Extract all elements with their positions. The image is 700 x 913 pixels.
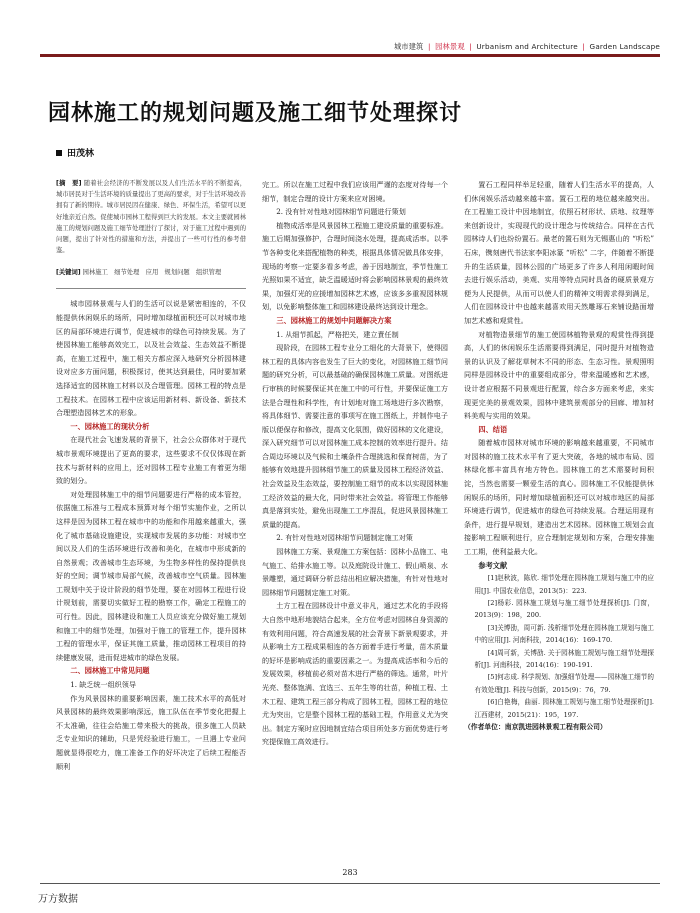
- footer-rule: [40, 883, 660, 884]
- keywords: [56, 267, 246, 278]
- body-paragraph: 完工。所以在施工过程中我们应该用严谨的态度对待每一个细节，制定合理的设计方案来应对困境。: [262, 180, 448, 203]
- reference-item: [2]杨彩. 园林施工规划与施工细节处理探析[J]. 门窗，2013(9)：198，200.: [474, 599, 654, 620]
- body-paragraph: 城市园林景观与人们的生活可以说是紧密相连的，不仅能提供休闲娱乐的场所，同时增加绿植面积还可以对城市地区的局部环境进行调节，促进城市的绿色可持续发展。为了使园林施工能够高效完工，以及社会效益、生态效益不断提高，在施工过程中，施工相关方都应深入地研究分析园林建设对应多方面问题，积极探讨，使其达到最佳，同时要加紧选择适宜的园林施工材料以及合理管理。园林工程的特点是工程技术。在园林工程中应该运用新材料、新设备、新技术合理塑造园林艺术的形象。: [56, 299, 246, 418]
- subsection-heading: 2. 有针对性地对园林细节问题制定施工对策: [276, 533, 413, 543]
- author-name: 田茂林: [67, 149, 95, 159]
- square-bullet-icon: [56, 150, 62, 156]
- abstract: [56, 178, 246, 256]
- column-3: [464, 178, 654, 734]
- header-rule: [40, 54, 660, 57]
- reference-item: [5]何志成. 科学规划、加强细节处理——园林施工细节的有效处理[J]. 科技与创新，2015(9)：76，79.: [474, 673, 654, 694]
- subsection-heading: 1. 缺乏统一组织领导: [70, 680, 136, 690]
- running-header: [394, 42, 660, 52]
- section-heading: 四、结语: [478, 424, 508, 434]
- wanfang-logo: 万方数据: [38, 894, 78, 905]
- body-paragraph: 植物成活率是风景园林工程施工建设质量的重要标准。施工后期加强修护，合理时间浇水处理，提高成活率。以季节各种变化来搭配植物的种类，根据具体情况做具体安排，现场的考察一定要多看多考虑，善于因地制宜，季节性施工光照如果不适宜，缺乏温暖适时将会影响园林景观的最终效果，加强灯光的应援增加园林艺术感，应该多多重视园林规划，以免影响整体施工和园林建设最终达到设计理念。: [262, 220, 448, 312]
- column-1: [56, 178, 246, 773]
- reference-item: [1]赵秋波，陈欣. 细节处理在园林施工规划与施工中的应用[J]. 中国农业信息，2013(5)：223.: [474, 574, 654, 595]
- author-affiliation: （作者单位：南京凯进园林景观工程有限公司）: [464, 723, 607, 732]
- header-section-cn: 城市建筑: [393, 42, 424, 51]
- abstract-divider: [56, 288, 246, 289]
- keywords-label: [关键词]: [56, 269, 81, 277]
- reference-item: [3]关博劭，周可新. 浅析细节处理在园林施工规划与施工中的应用[J]. 河南科技，2014(16)：169-170.: [474, 623, 654, 645]
- body-paragraph: 作为风景园林的重要影响因素，施工技术水平的高低对风景园林的最终效果影响深远，施工队伍在季节变化把握上不太准确，往往会给施工带来极大的挑战，很多施工人员缺乏专业知识的辅助，只是凭经验进行施工，一旦遇上专业问题就显得很吃力，施工准备工作的好坏决定了后续工程能否顺利: [56, 693, 246, 771]
- body-paragraph: 园林施工方案、景观施工方案包括：园林小品施工、电气施工、给排水施工等。以及庭院设计施工、假山喷泉、水景雕塑，通过调研分析总结出相应解决措施，有针对性地对园林细节问题制定施工对策。: [262, 547, 448, 597]
- header-separator: |: [582, 42, 586, 51]
- header-subsection-cn: 园林景观: [435, 42, 465, 51]
- page-number: 283: [342, 868, 358, 877]
- body-paragraph: 现阶段，在园林工程专业分工细化的大背景下，使得园林工程的具体内容也发生了巨大的变化，对园林施工细节问题的研究分析，可以最基础的确保园林施工质量。对图纸进行审核的时候要保证其在施工中的可行性，并要保证施工方法是合理性和科学性，有计划地对施工场地进行多次勘察，将具体细节、需要注意的事项写在施工图纸上，并制作电子版以便保存和修改，提高文化氛围，做好园林的文化建设，深入研究细节可以对园林施工成本控制的效率进行提升。结合周边环境以及气候和土壤条件合理挑选和保育树苗，为了能够有效地提升园林细节施工的质量及园林工程经济效益、社会效益及生态效益，要控制施工细节的成本以实现园林施工经济效益的最大化，同时带来社会效益。将管理工作能够真是落到实处，避免出现施工工序混乱，促进风景园林施工质量的提高。: [262, 343, 448, 529]
- section-heading: 三、园林施工的规划中问题解决方案: [276, 315, 392, 325]
- subsection-heading: 2. 没有针对性地对园林细节问题进行策划: [276, 207, 406, 217]
- body-paragraph: 随着城市园林对城市环境的影响越来越重要，不同城市对园林的施工技术水平有了更大突破，各地的城市布局、园林绿化都丰富具有地方特色。园林施工的艺术需要时间积淀，当然也需要一颗爱生活的真心。园林施工不仅能提供休闲娱乐的场所，同时增加绿植面积还可以对城市地区的局部环境进行调节，促进城市的绿色可持续发展。合理运用现有条件，进行提早规划，建造出艺术园林。园林施工规划会直接影响工程顺利进行，应合理制定规划和方案，合理安排施工工期，使利益最大化。: [464, 438, 654, 557]
- column-2: [262, 178, 448, 749]
- abstract-text: 随着社会经济的不断发展以及人们生活水平的不断提高，城市居民对于生活环境的质量提出了更高的要求，对于生活环境改善拥有了新的期待。城市居民因在健康、绿色、环保生活，希望可以更好地亲近自然。促使城市园林工程得到巨大的发展。本文主要就园林施工的规划问题及施工细节处理进行了探讨，对于施工过程中遇到的问题，提出了针对性的措施和方法，并提出了一些可行性的参考借鉴。: [56, 180, 246, 255]
- author-line: [56, 146, 94, 159]
- body-paragraph: 对处理园林施工中的细节问题要进行严格的成本管控，依据施工标准与工程成本预算对每个细节实施作业，之所以这样是因为园林工程在城市中的功能和作用越来越重大，强化了城市基础设施建设，实现城市发展的多功能：对城市空间以及人们的生活环境进行改善和美化，在城市中形成新的自然景观；改善城市生态环境，为生物多样性的保持提供良好的空间；调节城市局部气候，改善城市空气质量。园林施工规划中关于设计阶段的细节处理，要在对园林工程进行设计规划前，需要切实做好工程的勘察工作，确定工程施工的可行性。因此，园林建设和施工人员应该充分做好施工规划和施工中的细节处理，加强对于施工的管理工作，提升园林工程的管理水平，保证其施工质量，推动园林工程项目的持续健康发展，进而促进城市的绿色发展。: [56, 489, 246, 662]
- header-subsection-en: Garden Landscape: [589, 42, 660, 51]
- reference-list: [464, 572, 654, 721]
- body-paragraph: 在现代社会飞速发展的背景下，社会公众群体对于现代城市景观环境提出了更高的要求，这些要求不仅仅体现在新技术与新材料的应用上，还对园林工程专业施工有着更为细致的划分。: [56, 435, 246, 486]
- article-title: 园林施工的规划问题及施工细节处理探讨: [48, 101, 463, 126]
- section-heading: 一、园林施工的现状分析: [70, 421, 150, 431]
- subsection-heading: 1. 从细节抓起，严格把关，建立責任制: [276, 329, 399, 339]
- header-section-en: Urbanism and Architecture: [476, 42, 578, 51]
- body-paragraph: 土方工程在园林设计中意义非凡，通过艺术化的手段将大自然中地形地貌结合起来，全方位考虑对园林自身资源的有效利用问题，符合高速发展的社会背景下新景观要求，并从影响土方工程成果相连的各方面着手进行考量，苗木质量的好坏是影响成活的重要因素之一。为提高成活率和今后的发展效果，移植前必须对苗木进行严格的筛选。通常，叶片光亮、整体饱满、宜选三、五年生等的壮苗，种植工程、土木工程、建筑工程三部分构成了园林工程，园林工程的地位尤为突出，它是整个园林工程的基础工程，作用意义尤为突出。制定方案时应因地制宜结合项目所处多方面优势进行考究提保施工高效进行。: [262, 601, 448, 747]
- body-paragraph: 置石工程同样举足轻重，随着人们生活水平的提高，人们休闲娱乐活动越来越丰富。置石工程的地位越来越突出。在工程施工设计中因地制宜，依照石材形状、质地、纹理等来创新设计，实现现代的设计理念与传统结合。同样在古代园林诗人们也纷纷置石。最老的置石则为无锡惠山的 “听松” 石床，镌刻唐代书法家李阳冰篆 “听松” 二字，伴随着不断提升的生活质量，园林公园的广场更多了许多人利用闲暇时间去进行娱乐活动，美观、实用等特点同时具备的硬质景观方便为人民提供，从而可以使人们的精神文明需求得到满足，人们在园林设计中也越来越喜欢用天然雕琢石来铺设路面增加艺术感和观赏性。: [464, 180, 654, 325]
- references-heading: 参考文献: [478, 560, 508, 570]
- header-separator: |: [428, 42, 431, 51]
- header-separator: |: [469, 42, 472, 51]
- reference-item: [4]周可新，关博劭. 关于园林施工规划与施工细节处理探析[J]. 河南科技，2014(16)：190-191.: [474, 648, 654, 670]
- section-heading: 二、园林施工中常见问题: [70, 666, 150, 676]
- keywords-text: 园林施工 细节处理 应用 规划问题 组织管理: [82, 269, 222, 277]
- abstract-label: [摘 要]: [56, 180, 82, 187]
- body-paragraph: 对植物造景细节的施工使园林植物景观的观赏性得到提高，人们的休闲娱乐生活需要得到满足，同时提升对植物造景的认识及了解花草树木不同的形态、生态习性。景观照明同样是园林设计中的重要组成部分，带来温暖感和艺术感，设计者应根据不同景观进行配置，综合多方面来考虑，来实现更完美的景观效果，园林中建筑景观部分的回廊、增加材料美观与实用的效果。: [464, 329, 654, 421]
- reference-item: [6]白艳梅，曲丽. 园林施工规划与施工细节处理探析[J]. 江西建材，2015(21)：195，197.: [474, 698, 654, 719]
